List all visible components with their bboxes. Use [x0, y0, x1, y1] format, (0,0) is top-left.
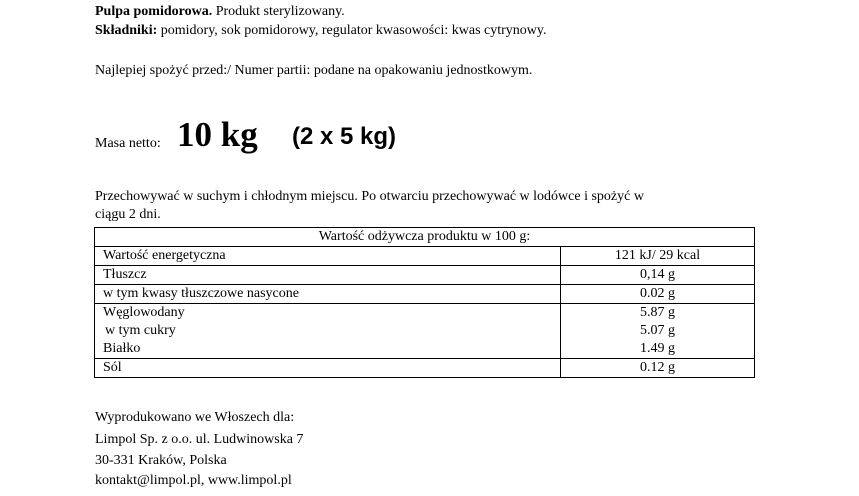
net-weight-label: Masa netto:: [95, 136, 161, 151]
nutrient-name: Białko: [95, 340, 561, 359]
ingredients-text: pomidory, sok pomidorowy, regulator kwasowości: kwas cytrynowy.: [160, 23, 547, 38]
table-row: [95, 304, 755, 323]
nutrient-value: 5.07 g: [561, 322, 755, 340]
nutrient-name: Tłuszcz: [95, 266, 561, 285]
nutrient-value: 0.02 g: [561, 285, 755, 304]
nutrient-name: w tym cukry: [95, 322, 561, 340]
nutrient-value: 0,14 g: [561, 266, 755, 285]
nutrition-title: Wartość odżywcza produktu w 100 g:: [95, 228, 755, 247]
nutrient-name: w tym kwasy tłuszczowe nasycone: [95, 285, 561, 304]
best-before-text: Najlepiej spożyć przed:/ Numer partii: podane na opakowaniu jednostkowym.: [95, 63, 533, 78]
nutrition-table: [94, 227, 755, 378]
net-weight-value: 10 kg: [177, 115, 258, 154]
producer-line-4: kontakt@limpol.pl, www.limpol.pl: [95, 473, 292, 488]
producer-line-2: Limpol Sp. z o.o. ul. Ludwinowska 7: [95, 432, 304, 447]
product-line: [95, 4, 345, 20]
table-row: [95, 247, 755, 266]
producer-line-3: 30-331 Kraków, Polska: [95, 453, 227, 468]
producer-line-1: Wyprodukowano we Włoszech dla:: [95, 410, 295, 425]
table-row: [95, 266, 755, 285]
nutrient-name: Węglowodany: [95, 304, 561, 323]
storage-line-2: ciągu 2 dni.: [95, 207, 161, 222]
nutrient-value: 121 kJ/ 29 kcal: [561, 247, 755, 266]
table-row: [95, 322, 755, 340]
product-description: Produkt sterylizowany.: [215, 4, 345, 19]
product-name: Pulpa pomidorowa.: [95, 4, 213, 19]
nutrient-name: Sól: [95, 359, 561, 378]
table-row: [95, 359, 755, 378]
nutrition-header-row: [95, 228, 755, 247]
nutrient-value: 0.12 g: [561, 359, 755, 378]
storage-line-1: Przechowywać w suchym i chłodnym miejscu. Po otwarciu przechowywać w lodówce i spożyć w: [95, 189, 644, 204]
nutrient-value: 5.87 g: [561, 304, 755, 323]
ingredients-label: Składniki:: [95, 23, 158, 38]
pack-composition: (2 x 5 kg): [292, 123, 397, 150]
nutrient-value: 1.49 g: [561, 340, 755, 359]
ingredients-line: [95, 23, 546, 39]
nutrient-name: Wartość energetyczna: [95, 247, 561, 266]
table-row: [95, 285, 755, 304]
table-row: [95, 340, 755, 359]
